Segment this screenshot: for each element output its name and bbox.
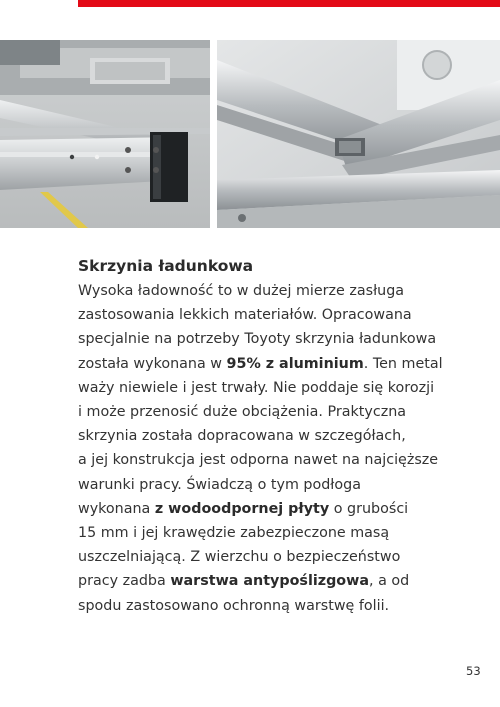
photo-aluminium-frame: [0, 40, 210, 228]
body-text: o grubości: [329, 500, 409, 517]
body-text: spodu zastosowano ochronną warstwę folii.: [78, 597, 390, 614]
body-line: [78, 279, 438, 303]
body-text: zastosowania lekkich materiałów. Opracowana: [78, 307, 412, 324]
body-line: [78, 545, 438, 569]
body-line: [78, 521, 438, 545]
section-heading: Skrzynia ładunkowa: [78, 257, 254, 275]
body-line: [78, 497, 438, 521]
top-accent-bar: [78, 0, 500, 7]
emphasis-text: warstwa antypoślizgowa: [170, 573, 369, 590]
body-text: wykonana: [78, 500, 155, 517]
emphasis-text: z wodoodpornej płyty: [154, 500, 330, 517]
body-text: i może przenosić duże obciążenia. Praktyczna: [78, 404, 407, 421]
body-line: [78, 448, 438, 472]
body-line: [78, 327, 438, 351]
body-text: waży niewiele i jest trwały. Nie poddaje się korozji: [78, 379, 435, 396]
page-number: 53: [466, 664, 481, 678]
body-text: . Ten metal: [363, 355, 443, 372]
body-text: uszczelniającą. Z wierzchu o bezpieczeństwo: [78, 549, 401, 566]
body-text: została wykonana w: [78, 355, 227, 372]
body-line: [78, 473, 438, 497]
body-paragraph: [78, 279, 443, 618]
body-text: skrzynia została dopracowana w szczegółach,: [78, 428, 406, 445]
body-text: , a od: [368, 573, 410, 590]
emphasis-text: 95% z aluminium: [226, 355, 364, 372]
body-line: [78, 376, 438, 400]
photo-aluminium-rails: [217, 40, 500, 228]
body-text: pracy zadba: [78, 573, 171, 590]
body-line: [78, 424, 438, 448]
body-text: a jej konstrukcja jest odporna nawet na najcięższe: [78, 452, 439, 469]
body-line: [78, 303, 438, 327]
body-text: specjalnie na potrzeby Toyoty skrzynia ładunkowa: [78, 331, 437, 348]
body-line: [78, 400, 438, 424]
body-line: [78, 569, 438, 593]
body-text: Wysoka ładowność to w dużej mierze zasługa: [78, 283, 405, 299]
body-text: 15 mm i jej krawędzie zabezpieczone masą: [78, 525, 390, 542]
body-text: warunki pracy. Świadczą o tym podłoga: [78, 476, 361, 493]
text-section: [78, 255, 443, 618]
body-line: [78, 352, 443, 376]
body-line: [78, 594, 438, 618]
